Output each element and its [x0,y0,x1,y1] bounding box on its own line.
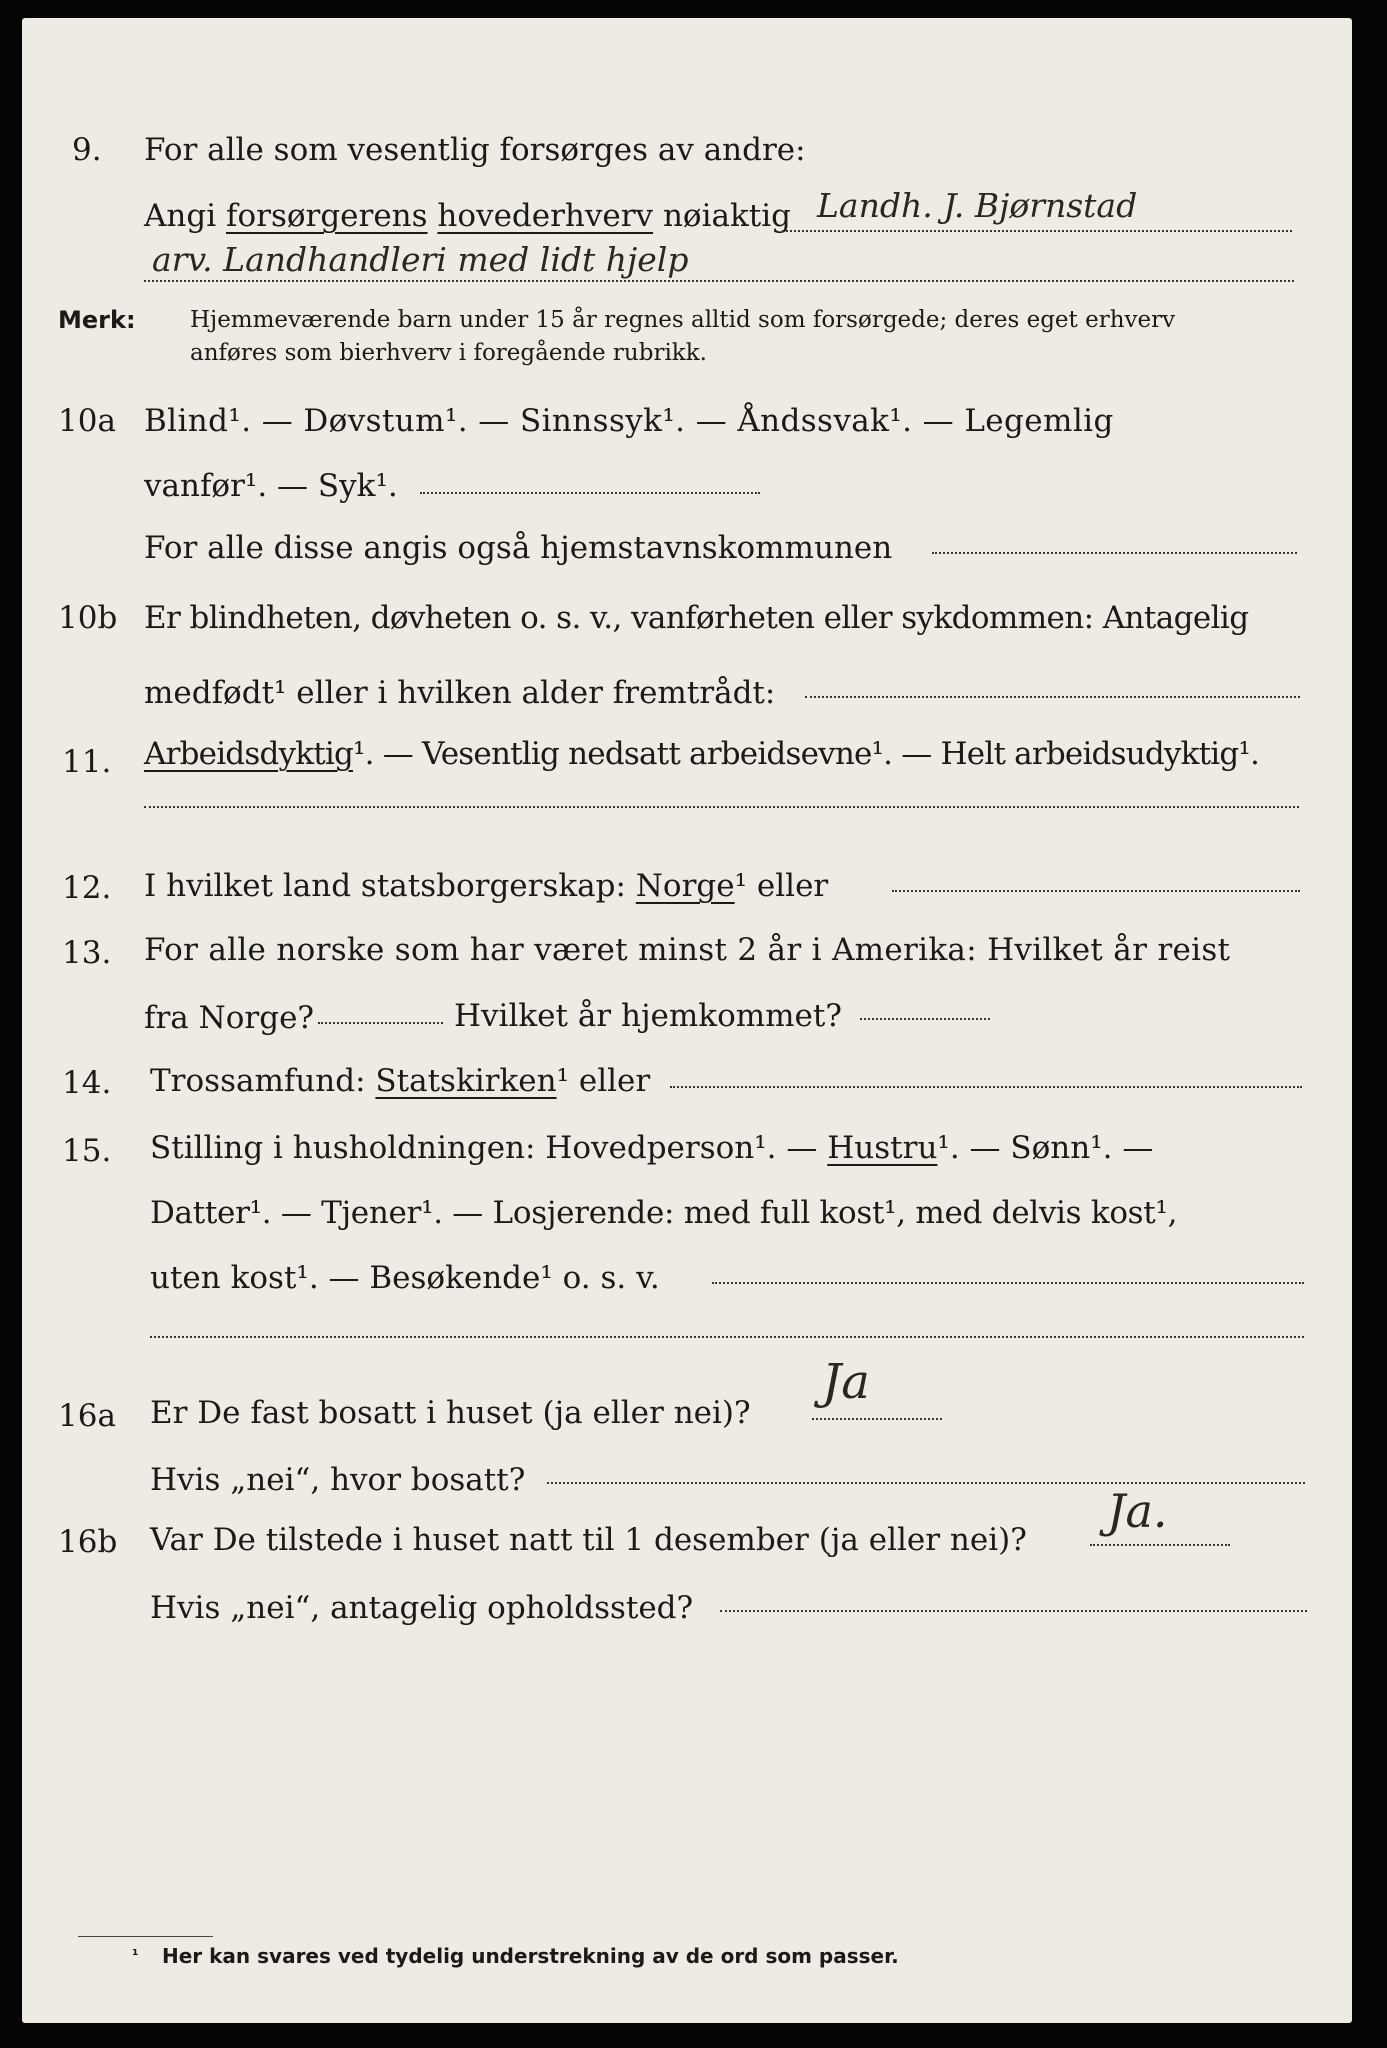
q12-line [144,866,828,906]
merk-block [58,305,136,336]
footnote-marker: ¹ [132,1946,139,1964]
census-form-page [22,18,1352,2023]
q12-number: 12. [62,870,112,906]
q10a-line1: Blind¹. — Døvstum¹. — Sinnssyk¹. — Åndssvak¹. — Legemlig [144,403,1114,439]
q15-line1-post: ¹. — Sønn¹. — [937,1130,1154,1166]
q12-norge: Norge [635,868,735,904]
footnote-text: Her kan svares ved tydelig understrekning av de ord som passer. [162,1944,899,1968]
q16a-answer-line [812,1418,942,1420]
q14-answer-line [670,1086,1302,1088]
q14-line [150,1061,650,1101]
q16b-line1: Var De tilstede i huset natt til 1 desember (ja eller nei)? [150,1522,1027,1558]
q16a-line1: Er De fast bosatt i huset (ja eller nei)? [150,1395,751,1431]
q9-forsorgerens: forsørgerens [225,198,428,234]
footnote-rule [78,1936,213,1937]
q15-line1 [150,1128,1153,1168]
q13-line2b: Hvilket år hjemkommet? [454,998,842,1034]
q11-rest: ¹. — Vesentlig nedsatt arbeidsevne¹. — Helt arbeidsudyktig¹. [353,736,1260,772]
q16a-number: 16a [58,1398,116,1434]
q11-number: 11. [62,744,112,780]
q14-pre: Trossamfund: [150,1063,366,1099]
q16b-number: 16b [58,1524,118,1560]
q10a-number: 10a [58,403,116,439]
q10a-syk-line [420,492,760,494]
q15-line2: Datter¹. — Tjener¹. — Losjerende: med full kost¹, med delvis kost¹, [150,1195,1178,1231]
q9-number: 9. [72,132,102,168]
q12-answer-line [892,890,1300,892]
q11-arbeidsdyktig: Arbeidsdyktig [144,736,354,772]
q9-hovederhverv: hovederhverv [437,198,654,234]
q10a-line2: vanfør¹. — Syk¹. [144,468,398,504]
q13-hjemkommet-line [860,1018,990,1020]
q15-answer-line2 [150,1336,1304,1338]
merk-line2: anføres som bierhverv i foregående rubrikk. [190,340,707,366]
q10b-number: 10b [58,600,118,636]
q16a-line2: Hvis „nei“, hvor bosatt? [150,1462,526,1498]
q15-answer-line1 [712,1282,1304,1284]
q11-line [144,734,1259,774]
q16a-bosatt-line [547,1482,1305,1484]
q16b-handwritten-answer[interactable]: Ja. [1107,1484,1168,1538]
q9-answer-line1 [782,230,1292,232]
q10a-hjemstavn-line [932,552,1297,554]
q9-answer-line2 [144,280,1294,282]
q12-post: ¹ eller [734,868,829,904]
q15-line1-pre: Stilling i husholdningen: Hovedperson¹. — [150,1130,818,1166]
q15-hustru: Hustru [827,1130,938,1166]
merk-label: Merk: [58,306,136,334]
q13-reist-line [318,1022,443,1024]
q9-line2-post: nøiaktig [662,198,791,234]
q10a-line3: For alle disse angis også hjemstavnskommunen [144,530,893,566]
q9-line2-pre: Angi [144,198,217,234]
q10b-line1: Er blindheten, døvheten o. s. v., vanførheten eller sykdommen: Antagelig [144,600,1249,636]
q10b-line2: medfødt¹ eller i hvilken alder fremtrådt: [144,675,776,711]
q12-pre: I hvilket land statsborgerskap: [144,868,626,904]
q10b-answer-line [805,696,1300,698]
q13-line2a: fra Norge? [144,1000,315,1036]
q14-statskirken: Statskirken [375,1063,557,1099]
merk-line1: Hjemmeværende barn under 15 år regnes alltid som forsørgede; deres eget erhverv [190,307,1176,333]
q13-number: 13. [62,935,112,971]
q9-line2 [144,196,791,236]
q14-number: 14. [62,1065,112,1101]
q15-line3: uten kost¹. — Besøkende¹ o. s. v. [150,1260,660,1296]
q9-handwritten-answer2[interactable]: arv. Landhandleri med lidt hjelp [152,240,689,279]
q16b-line2: Hvis „nei“, antagelig opholdssted? [150,1590,694,1626]
q13-line1: For alle norske som har været minst 2 år i Amerika: Hvilket år reist [144,932,1231,968]
q14-post: ¹ eller [556,1063,651,1099]
q15-number: 15. [62,1133,112,1169]
q16b-opholdssted-line [720,1610,1307,1612]
q16b-answer-line [1090,1544,1230,1546]
q11-answer-line [144,806,1299,808]
q9-handwritten-answer1[interactable]: Landh. J. Bjørnstad [817,186,1138,225]
q9-line1: For alle som vesentlig forsørges av andre: [144,132,806,168]
q16a-handwritten-answer[interactable]: Ja [822,1354,870,1410]
